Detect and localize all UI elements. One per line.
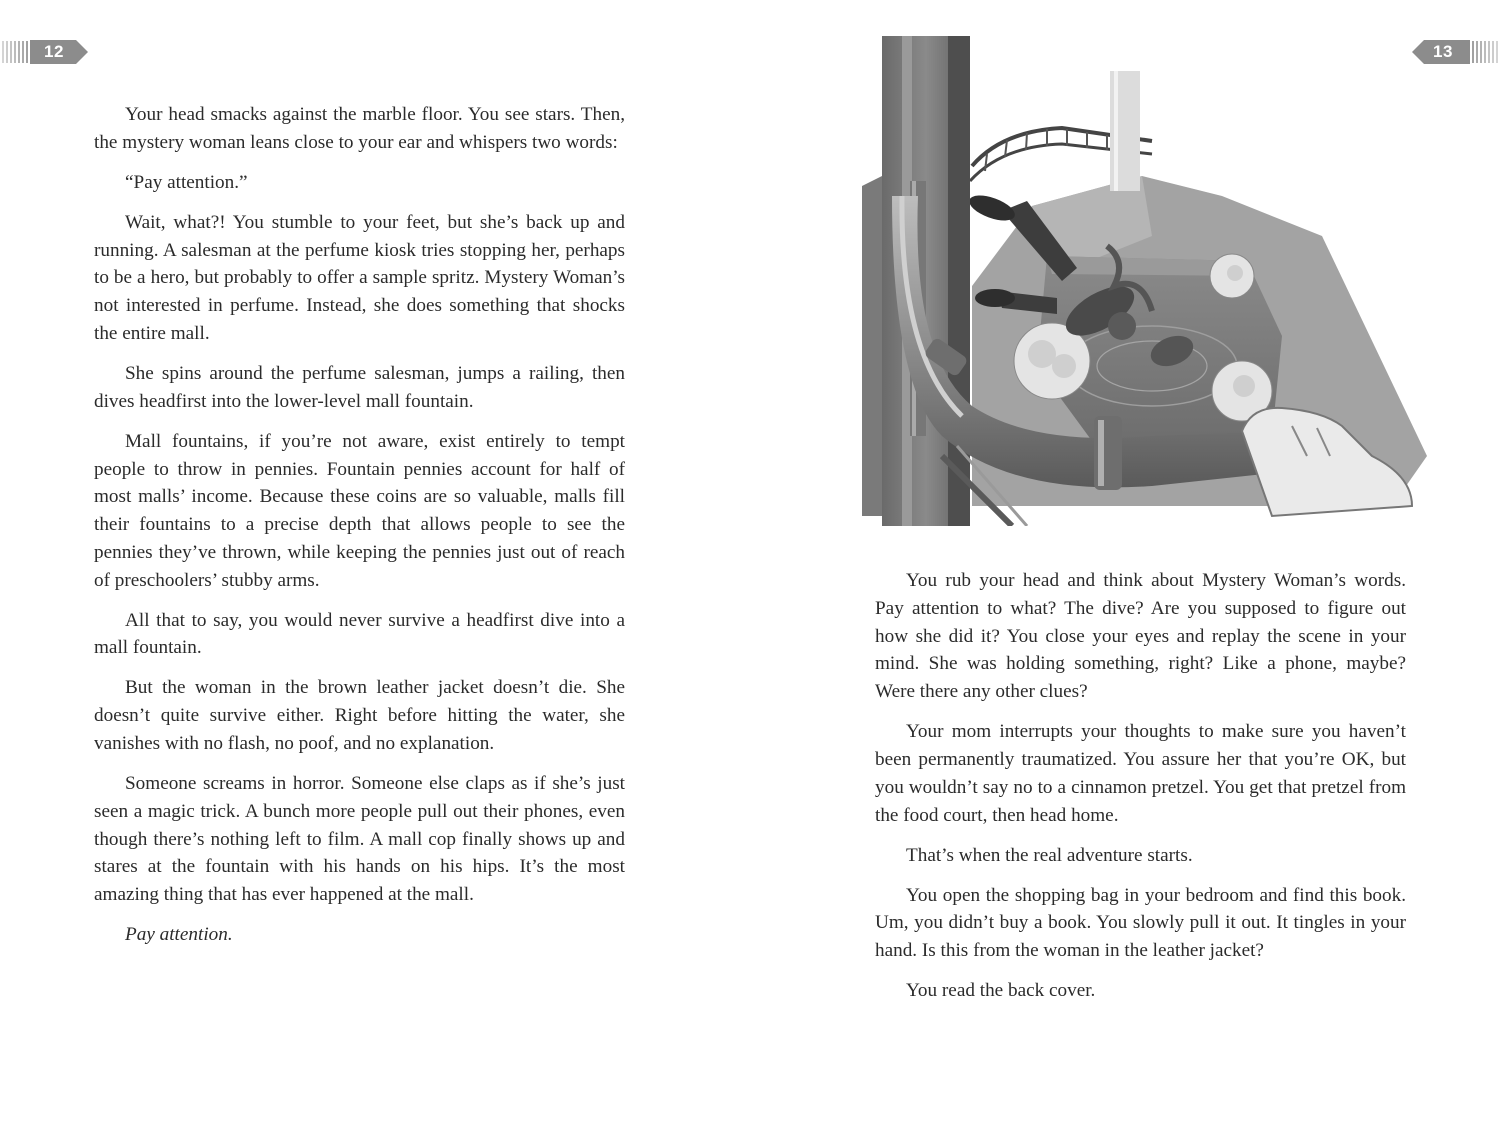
page-number: 12 — [44, 42, 64, 61]
paragraph: But the woman in the brown leather jacket doesn’t die. She doesn’t quite survive either. Right before hitting the water, she vanishes with no flash, no poof, and no explanation. — [94, 677, 625, 755]
paragraph: That’s when the real adventure starts. — [906, 844, 1193, 866]
paragraph: All that to say, you would never survive a headfirst dive into a mall fountain. — [94, 609, 625, 659]
paragraph: Your head smacks against the marble floor. You see stars. Then, the mystery woman leans close to your ear and whispers two words: — [94, 104, 625, 153]
page-number: 13 — [1433, 42, 1453, 61]
paragraph: Wait, what?! You stumble to your feet, but she’s back up and running. A salesman at the perfume kiosk tries stopping her, perhaps to be a hero, but probably to offer a sample spritz. Mystery Woman’s not interested in perfume. Instead, she does something that shocks the entire mall. — [94, 211, 625, 344]
paragraph: Mall fountains, if you’re not aware, exist entirely to tempt people to throw in pennies. Fountain pennies account for half of most malls’ income. Because these coins are so valuable, malls fill their fountains to a precise depth that allows people to see the pennies they’ve thrown, while keeping the pennies just out of reach of preschoolers’ stubby arms. — [94, 430, 625, 591]
paragraph: You open the shopping bag in your bedroom and find this book. Um, you didn’t buy a book. You slowly pull it out. It tingles in your hand. Is this from the woman in the leather jacket? — [875, 884, 1406, 962]
right-body-text — [875, 567, 1406, 1017]
paragraph: Your mom interrupts your thoughts to make sure you haven’t been permanently traumatized. You assure her that you’re OK, but you wouldn’t say no to a cinnamon pretzel. You get that pretzel from the food court, then head home. — [875, 721, 1406, 826]
fountain-dive-illustration — [852, 36, 1432, 526]
paragraph: You read the back cover. — [906, 980, 1096, 1002]
paragraph: You rub your head and think about Mystery Woman’s words. Pay attention to what? The dive? Are you supposed to figure out how she did it? You close your eyes and replay the scene in your mind. She was holding something, right? Like a phone, maybe? Were there any other clues? — [875, 570, 1406, 703]
paragraph: She spins around the perfume salesman, jumps a railing, then dives headfirst into the lower-level mall fountain. — [94, 362, 625, 412]
page-number-tab — [0, 38, 90, 66]
paragraph: “Pay attention.” — [125, 171, 248, 193]
left-body-text — [94, 101, 625, 961]
paragraph-italic: Pay attention. — [125, 924, 233, 946]
paragraph: Someone screams in horror. Someone else claps as if she’s just seen a magic trick. A bunch more people pull out their phones, even though there’s nothing left to film. A mall cop finally shows up and stares at the fountain with his hands on his hips. It’s the most amazing thing that has ever happened at the mall. — [94, 773, 625, 906]
